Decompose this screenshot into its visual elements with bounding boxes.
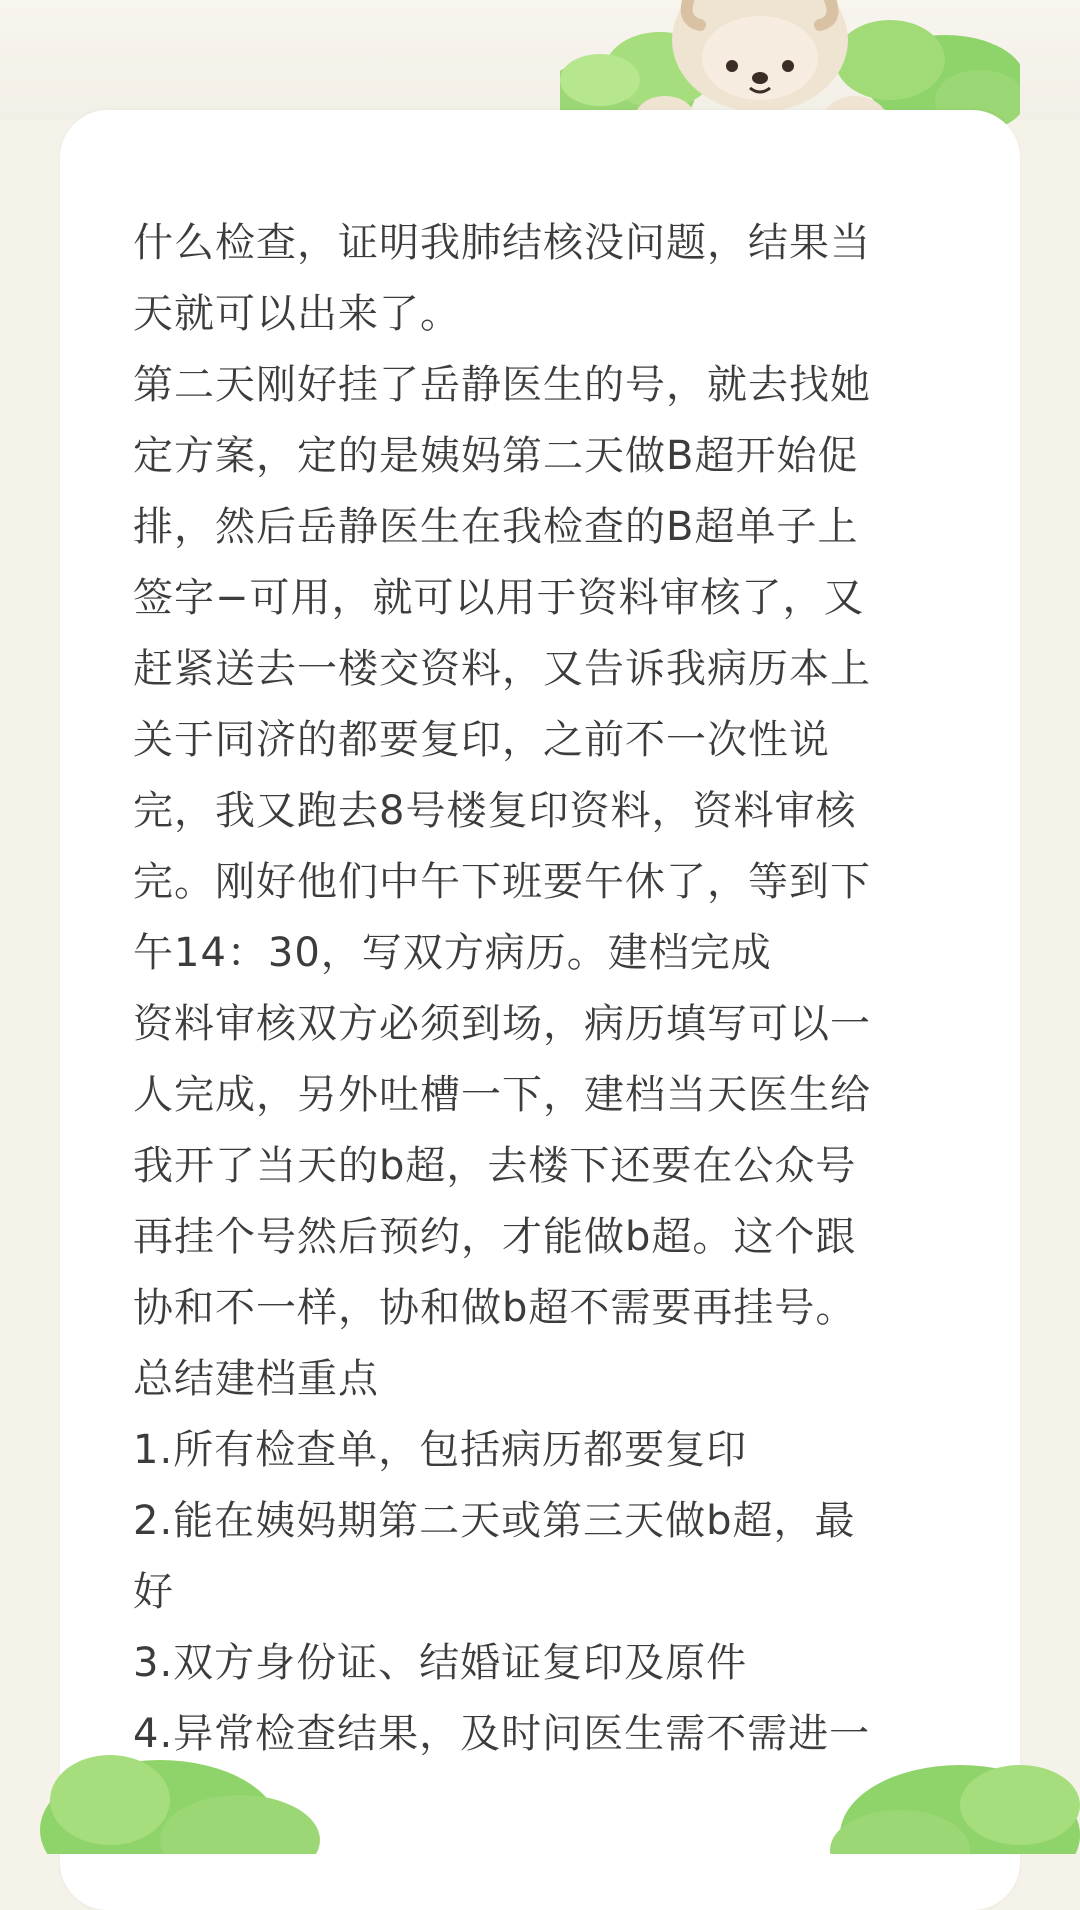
list-item-continuation: 好 <box>133 1569 174 1615</box>
text-line: 协和不一样，协和做b超不需要再挂号。 <box>133 1285 857 1331</box>
text-line: 我开了当天的b超，去楼下还要在公众号 <box>133 1143 857 1189</box>
text-line: 完，我又跑去8号楼复印资料，资料审核 <box>133 788 857 834</box>
text-line: 关于同济的都要复印，之前不一次性说 <box>133 717 830 763</box>
text-line: 赶紧送去一楼交资料，又告诉我病历本上 <box>133 646 871 692</box>
text-line: 第二天刚好挂了岳静医生的号，就去找她 <box>133 362 871 408</box>
text-line: 排，然后岳静医生在我检查的B超单子上 <box>133 504 859 550</box>
list-item: 4.异常检查结果，及时问医生需不需进一 <box>133 1711 871 1757</box>
text-line: 完。刚好他们中午下班要午休了，等到下 <box>133 859 871 905</box>
text-line: 什么检查，证明我肺结核没问题，结果当 <box>133 220 871 266</box>
bush-decoration-left <box>40 1740 330 1854</box>
bush-decoration-right <box>820 1755 1080 1854</box>
text-line: 定方案，定的是姨妈第二天做B超开始促 <box>133 433 859 479</box>
list-item: 2.能在姨妈期第二天或第三天做b超，最 <box>133 1498 856 1544</box>
section-heading: 总结建档重点 <box>133 1356 379 1402</box>
text-line: 天就可以出来了。 <box>133 291 461 337</box>
text-line: 资料审核双方必须到场，病历填写可以一 <box>133 1001 871 1047</box>
article-body <box>133 208 953 1770</box>
text-line: 午14：30，写双方病历。建档完成 <box>133 930 772 976</box>
list-item: 1.所有检查单，包括病历都要复印 <box>133 1427 748 1473</box>
text-line: 再挂个号然后预约，才能做b超。这个跟 <box>133 1214 857 1260</box>
text-line: 人完成，另外吐槽一下，建档当天医生给 <box>133 1072 871 1118</box>
list-item: 3.双方身份证、结婚证复印及原件 <box>133 1640 748 1686</box>
text-line: 签字−可用，就可以用于资料审核了，又 <box>133 575 865 621</box>
